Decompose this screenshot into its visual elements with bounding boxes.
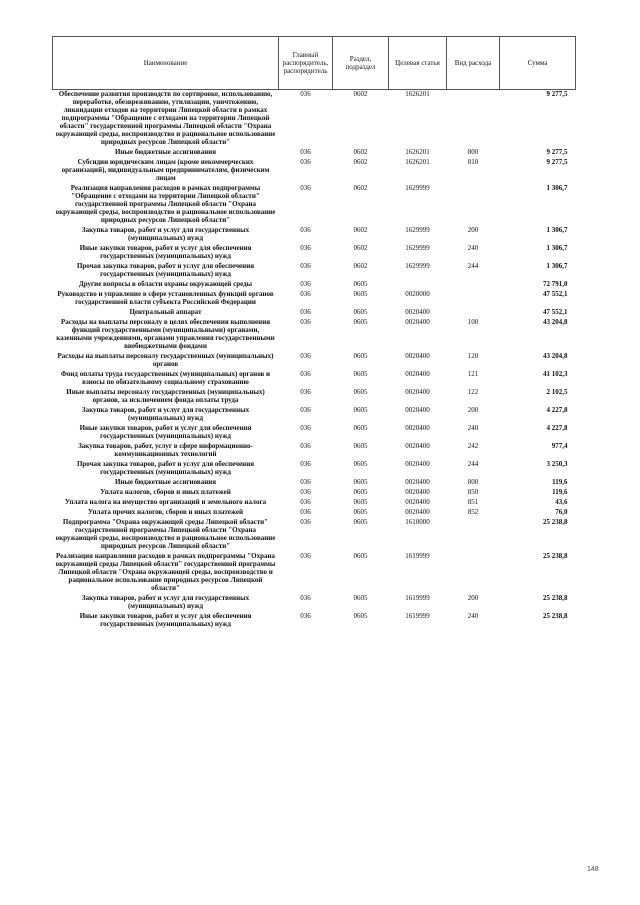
table-row — [53, 184, 576, 226]
table-row — [53, 460, 576, 478]
table-row — [53, 262, 576, 280]
row-main-manager: 036 — [300, 318, 311, 326]
row-expense-type: 242 — [467, 442, 479, 450]
row-sum: 25 238,8 — [543, 552, 568, 560]
row-name: Иные закупки товаров, работ и услуг для обеспечения государственных (муниципальных) нужд — [79, 424, 252, 440]
row-sum: 4 227,8 — [546, 424, 568, 432]
row-main-manager: 036 — [300, 280, 311, 288]
row-target: 0020400 — [405, 488, 430, 496]
row-section: 0605 — [353, 318, 368, 326]
row-expense-type: 852 — [467, 508, 479, 516]
row-section: 0605 — [353, 280, 368, 288]
row-section: 0602 — [353, 184, 368, 192]
row-name: Обеспечение развития производств по сортировке, использованию, переработке, обезвреживанию, утилизации, уничтожению, ликвидации отходов на территории Липецкой области в рамках подпрограммы "Обращение с отходами на территории Липецкой области" государственной программы Липецкой области "Охрана окружающей среды, воспроизводство и рациональное использование природных ресурсов Липецкой области" — [55, 90, 276, 146]
row-name: Иные бюджетные ассигнования — [114, 148, 217, 156]
row-main-manager: 036 — [300, 498, 311, 506]
row-expense-type: 851 — [467, 498, 479, 506]
row-name: Закупка товаров, работ и услуг для государственных (муниципальных) нужд — [81, 406, 250, 422]
row-main-manager: 036 — [300, 290, 311, 298]
table-row — [53, 308, 576, 318]
row-target: 0020400 — [405, 424, 430, 432]
row-sum: 4 227,8 — [546, 406, 568, 414]
row-expense-type: 100 — [467, 318, 479, 326]
row-expense-type — [447, 552, 500, 594]
row-sum: 9 277,5 — [546, 158, 568, 166]
table-row — [53, 280, 576, 290]
row-sum: 47 552,1 — [543, 290, 568, 298]
row-main-manager: 036 — [300, 552, 311, 560]
row-sum: 25 238,8 — [543, 612, 568, 620]
row-name: Иные закупки товаров, работ и услуг для обеспечения государственных (муниципальных) нужд — [79, 612, 252, 628]
row-name: Уплата налогов, сборов и иных платежей — [100, 488, 231, 496]
row-section: 0605 — [353, 370, 368, 378]
row-section: 0605 — [353, 594, 368, 602]
row-sum: 25 238,8 — [543, 518, 568, 526]
row-expense-type: 121 — [467, 370, 479, 378]
row-target: 0020400 — [405, 352, 430, 360]
row-name: Прочая закупка товаров, работ и услуг для обеспечения государственных (муниципальных) нужд — [76, 262, 255, 278]
row-expense-type: 120 — [467, 352, 479, 360]
row-name: Иные бюджетные ассигнования — [114, 478, 217, 486]
table-row — [53, 594, 576, 612]
row-name: Реализация направления расходов в рамках подпрограммы "Обращение с отходами на территории Липецкой области" государственной программы Липецкой области "Охрана окружающей среды, воспроизводство и рациональное использование природных ресурсов Липецкой области" — [55, 184, 276, 224]
row-name: Закупка товаров, работ и услуг для государственных (муниципальных) нужд — [81, 226, 250, 242]
row-expense-type: 244 — [467, 460, 479, 468]
row-sum: 119,6 — [552, 488, 568, 496]
row-main-manager: 036 — [300, 508, 311, 516]
row-main-manager: 036 — [300, 478, 311, 486]
row-section: 0605 — [353, 308, 368, 316]
row-section: 0602 — [353, 226, 368, 234]
row-sum: 43 204,8 — [543, 318, 568, 326]
row-main-manager: 036 — [300, 370, 311, 378]
row-sum: 119,6 — [552, 478, 568, 486]
row-expense-type: 800 — [467, 478, 479, 486]
table-row — [53, 498, 576, 508]
row-sum: 41 102,3 — [543, 370, 568, 378]
row-sum: 1 306,7 — [546, 226, 568, 234]
row-section: 0605 — [353, 508, 368, 516]
row-sum: 1 306,7 — [546, 244, 568, 252]
row-expense-type: 800 — [467, 148, 479, 156]
row-target: 1629999 — [405, 184, 430, 192]
row-main-manager: 036 — [300, 262, 311, 270]
row-main-manager: 036 — [300, 158, 311, 166]
row-section: 0602 — [353, 148, 368, 156]
row-expense-type: 240 — [467, 244, 479, 252]
row-section: 0605 — [353, 478, 368, 486]
row-sum: 1 306,7 — [546, 184, 568, 192]
table-row — [53, 518, 576, 552]
row-expense-type — [447, 184, 500, 226]
row-name: Уплата прочих налогов, сборов и иных платежей — [87, 508, 244, 516]
table-row — [53, 388, 576, 406]
row-name: Прочая закупка товаров, работ и услуг для обеспечения государственных (муниципальных) нужд — [76, 460, 255, 476]
table-row — [53, 318, 576, 352]
row-main-manager: 036 — [300, 226, 311, 234]
row-main-manager: 036 — [300, 424, 311, 432]
row-name: Другие вопросы в области охраны окружающей среды — [78, 280, 253, 288]
row-expense-type — [447, 90, 500, 149]
row-sum: 2 102,5 — [546, 388, 568, 396]
header-main-manager: Главный распорядитель, распорядитель — [279, 37, 333, 90]
row-main-manager: 036 — [300, 612, 311, 620]
row-section: 0605 — [353, 388, 368, 396]
header-name: Наименование — [53, 37, 279, 90]
row-target: 1619999 — [405, 594, 430, 602]
row-expense-type: 244 — [467, 262, 479, 270]
header-target: Целевая статья — [389, 37, 447, 90]
row-target: 1626201 — [405, 148, 430, 156]
row-sum: 43,6 — [555, 498, 568, 506]
row-main-manager: 036 — [300, 308, 311, 316]
row-target: 0020400 — [405, 318, 430, 326]
row-name: Закупка товаров, работ и услуг для государственных (муниципальных) нужд — [81, 594, 250, 610]
row-sum: 72 791,0 — [543, 280, 568, 288]
row-expense-type — [447, 308, 500, 318]
table-row — [53, 290, 576, 308]
row-target: 0020400 — [405, 308, 430, 316]
table-body — [53, 90, 576, 631]
row-sum: 1 306,7 — [546, 262, 568, 270]
table-row — [53, 148, 576, 158]
row-expense-type: 200 — [467, 594, 479, 602]
page-number: 148 — [587, 866, 599, 873]
row-name: Центральный аппарат — [129, 308, 202, 316]
table-row — [53, 352, 576, 370]
row-expense-type: 200 — [467, 226, 479, 234]
row-expense-type: 122 — [467, 388, 479, 396]
table-row — [53, 552, 576, 594]
row-expense-type: 810 — [467, 158, 479, 166]
row-target — [389, 280, 447, 290]
row-name: Реализация направления расходов в рамках подпрограммы "Охрана окружающей среды Липецкой области" государственной программы Липецкой области "Охрана окружающей среды, воспроизводство и рациональное использование природных ресурсов Липецкой области" — [55, 552, 276, 592]
row-name: Фонд оплаты труда государственных (муниципальных) органов и взносы по обязательному социальному страхованию — [60, 370, 271, 386]
row-section: 0602 — [353, 262, 368, 270]
row-sum: 76,0 — [555, 508, 568, 516]
row-name: Субсидии юридическим лицам (кроме некоммерческих организаций), индивидуальным предпринимателям, физическим лицам — [61, 158, 270, 182]
row-sum: 25 238,8 — [543, 594, 568, 602]
row-name: Руководство и управление в сфере установленных функций органов государственной власти субъекта Российской Федерации — [57, 290, 274, 306]
row-section: 0605 — [353, 460, 368, 468]
row-target: 1626201 — [405, 90, 430, 98]
row-expense-type — [447, 290, 500, 308]
row-sum: 9 277,5 — [546, 90, 568, 98]
table-row — [53, 508, 576, 518]
table-row — [53, 488, 576, 498]
table-row — [53, 370, 576, 388]
row-sum: 43 204,8 — [543, 352, 568, 360]
row-section: 0605 — [353, 352, 368, 360]
header-expense-type: Вид расхода — [447, 37, 500, 90]
row-target: 0020400 — [405, 498, 430, 506]
row-target: 0020400 — [405, 442, 430, 450]
row-main-manager: 036 — [300, 406, 311, 414]
row-name: Расходы на выплаты персоналу государственных (муниципальных) органов — [57, 352, 274, 368]
row-section: 0605 — [353, 290, 368, 298]
table-row — [53, 244, 576, 262]
row-target: 1629999 — [405, 262, 430, 270]
row-target: 0020400 — [405, 460, 430, 468]
row-target: 0020400 — [405, 370, 430, 378]
row-sum: 47 552,1 — [543, 308, 568, 316]
row-sum: 3 250,3 — [546, 460, 568, 468]
table-row — [53, 90, 576, 149]
row-section: 0605 — [353, 442, 368, 450]
row-main-manager: 036 — [300, 148, 311, 156]
row-target: 0020000 — [405, 290, 430, 298]
row-main-manager: 036 — [300, 90, 311, 98]
row-name: Подпрограмма "Охрана окружающей среды Липецкой области" государственной программы Липецкой области "Охрана окружающей среды, воспроизводство и рациональное использование природных ресурсов Липецкой области" — [55, 518, 276, 550]
row-expense-type: 240 — [467, 424, 479, 432]
table-row — [53, 158, 576, 184]
row-sum: 9 277,5 — [546, 148, 568, 156]
row-target: 1629999 — [405, 244, 430, 252]
row-main-manager: 036 — [300, 518, 311, 526]
row-section: 0605 — [353, 488, 368, 496]
row-target: 0020400 — [405, 508, 430, 516]
table-row — [53, 478, 576, 488]
row-name: Расходы на выплаты персоналу в целях обеспечения выполнения функций государственными (муниципальными) органами, казенными учреждениями, органами управления государственными внебюджетными фондами — [56, 318, 275, 350]
row-name: Иные закупки товаров, работ и услуг для обеспечения государственных (муниципальных) нужд — [79, 244, 252, 260]
table-row — [53, 442, 576, 460]
row-section: 0605 — [353, 552, 368, 560]
table-row — [53, 226, 576, 244]
row-target: 1619999 — [405, 552, 430, 560]
row-section: 0605 — [353, 406, 368, 414]
row-sum: 977,4 — [551, 442, 568, 450]
row-section: 0602 — [353, 244, 368, 252]
row-expense-type — [447, 518, 500, 552]
row-section: 0605 — [353, 424, 368, 432]
row-main-manager: 036 — [300, 442, 311, 450]
row-expense-type — [447, 280, 500, 290]
table-row — [53, 424, 576, 442]
row-main-manager: 036 — [300, 388, 311, 396]
row-main-manager: 036 — [300, 594, 311, 602]
row-name: Уплата налога на имущество организаций и земельного налога — [64, 498, 267, 506]
row-target: 1629999 — [405, 226, 430, 234]
row-section: 0602 — [353, 90, 368, 98]
row-main-manager: 036 — [300, 460, 311, 468]
row-target: 0020400 — [405, 406, 430, 414]
table-row — [53, 612, 576, 630]
row-main-manager: 036 — [300, 244, 311, 252]
row-section: 0605 — [353, 518, 368, 526]
row-target: 1626201 — [405, 158, 430, 166]
row-expense-type: 200 — [467, 406, 479, 414]
row-target: 1619999 — [405, 612, 430, 620]
row-section: 0605 — [353, 498, 368, 506]
row-name: Закупка товаров, работ, услуг в сфере информационно-коммуникационных технологий — [78, 442, 253, 458]
header-sum: Сумма — [500, 37, 576, 90]
table-row — [53, 406, 576, 424]
row-main-manager: 036 — [300, 488, 311, 496]
row-section: 0602 — [353, 158, 368, 166]
row-expense-type: 240 — [467, 612, 479, 620]
budget-table — [52, 36, 576, 630]
row-expense-type: 850 — [467, 488, 479, 496]
row-main-manager: 036 — [300, 184, 311, 192]
table-header-row — [53, 37, 576, 90]
row-name: Иные выплаты персоналу государственных (муниципальных) органов, за исключением фонда оплаты труда — [66, 388, 265, 404]
row-target: 1610000 — [405, 518, 430, 526]
row-target: 0020400 — [405, 478, 430, 486]
row-main-manager: 036 — [300, 352, 311, 360]
row-target: 0020400 — [405, 388, 430, 396]
header-section: Раздел, подраздел — [333, 37, 389, 90]
row-section: 0605 — [353, 612, 368, 620]
